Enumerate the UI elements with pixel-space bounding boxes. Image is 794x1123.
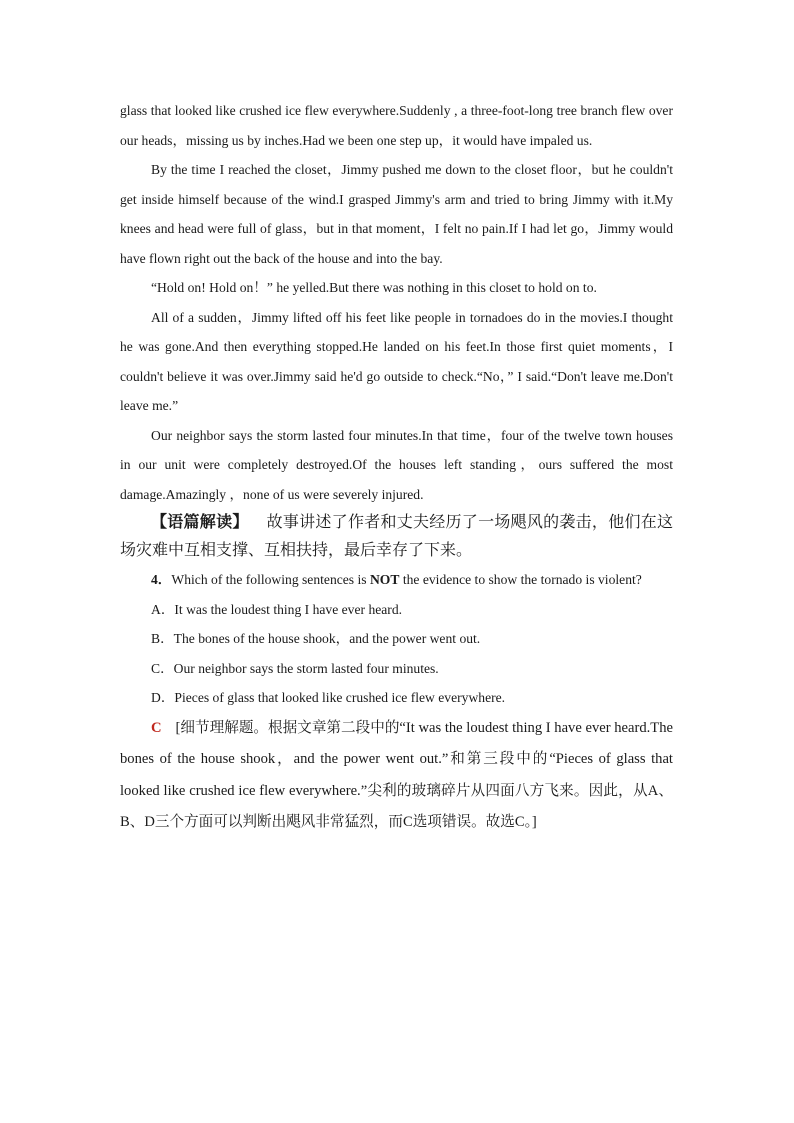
answer-explanation	[120, 713, 673, 839]
passage-paragraph-2: By the time I reached the closet，Jimmy pushed me down to the closet floor，but he couldn't get inside himself because of the wind.I grasped Jimmy's arm and tried to bring Jimmy with it.My knees and head were full of glass，but in that moment，I felt no pain.If I had let go，Jimmy would have flown right out the back of the house and into the bay.	[120, 162, 673, 266]
passage-paragraph-4: All of a sudden，Jimmy lifted off his feet like people in tornadoes do in the movies.I thought he was gone.And then everything stopped.He landed on his feet.In those first quiet moments，I couldn't believe it was over.Jimmy said he'd go outside to check.“No，” I said.“Don't leave me.Don't leave me.”	[120, 309, 673, 413]
interpretation-heading: 【语篇解读】	[151, 514, 249, 531]
passage-paragraph-1: glass that looked like crushed ice flew everywhere.Suddenly , a three-foot-long tree branch flew over our heads，missing us by inches.Had we been one step up，it would have impaled us.	[120, 103, 673, 148]
question-number: 4．	[151, 572, 172, 587]
option-b: B．The bones of the house shook，and the power went out.	[151, 631, 481, 646]
answer-letter: C	[151, 719, 162, 736]
passage-paragraph-3: “Hold on! Hold on！” he yelled.But there was nothing in this closet to hold on to.	[151, 280, 597, 295]
answer-explanation-text: [细节理解题。根据文章第二段中的“It was the loudest thing I have ever heard.The bones of the house shook，and the power went out.”和第三段中的“Pieces of glass that looked like crushed ice flew everywhere.”尖利的玻璃碎片从四面八方飞来。因此，从A、B、D三个方面可以判断出飓风非常猛烈，而C选项错误。故选C。]	[120, 719, 673, 830]
question-stem	[120, 565, 673, 595]
document-content	[120, 96, 673, 839]
question-stem-before: Which of the following sentences is	[171, 572, 370, 587]
question-stem-after: the evidence to show the tornado is violent?	[399, 572, 642, 587]
question-stem-bold: NOT	[369, 572, 400, 587]
option-c: C．Our neighbor says the storm lasted four minutes.	[151, 660, 439, 676]
passage-paragraph-5: Our neighbor says the storm lasted four minutes.In that time，four of the twelve town houses in our unit were completely destroyed.Of the houses left standing，ours suffered the most damage.Amazingly ，none of us were severely injured.	[120, 427, 673, 502]
interpretation-text: 故事讲述了作者和丈夫经历了一场飓风的袭击，他们在这场灾难中互相支撑、互相扶持，最后幸存了下来。	[120, 514, 673, 559]
option-a: A．It was the loudest thing I have ever heard.	[151, 601, 403, 617]
passage-interpretation	[120, 509, 673, 565]
option-d: D．Pieces of glass that looked like crushed ice flew everywhere.	[151, 690, 506, 705]
